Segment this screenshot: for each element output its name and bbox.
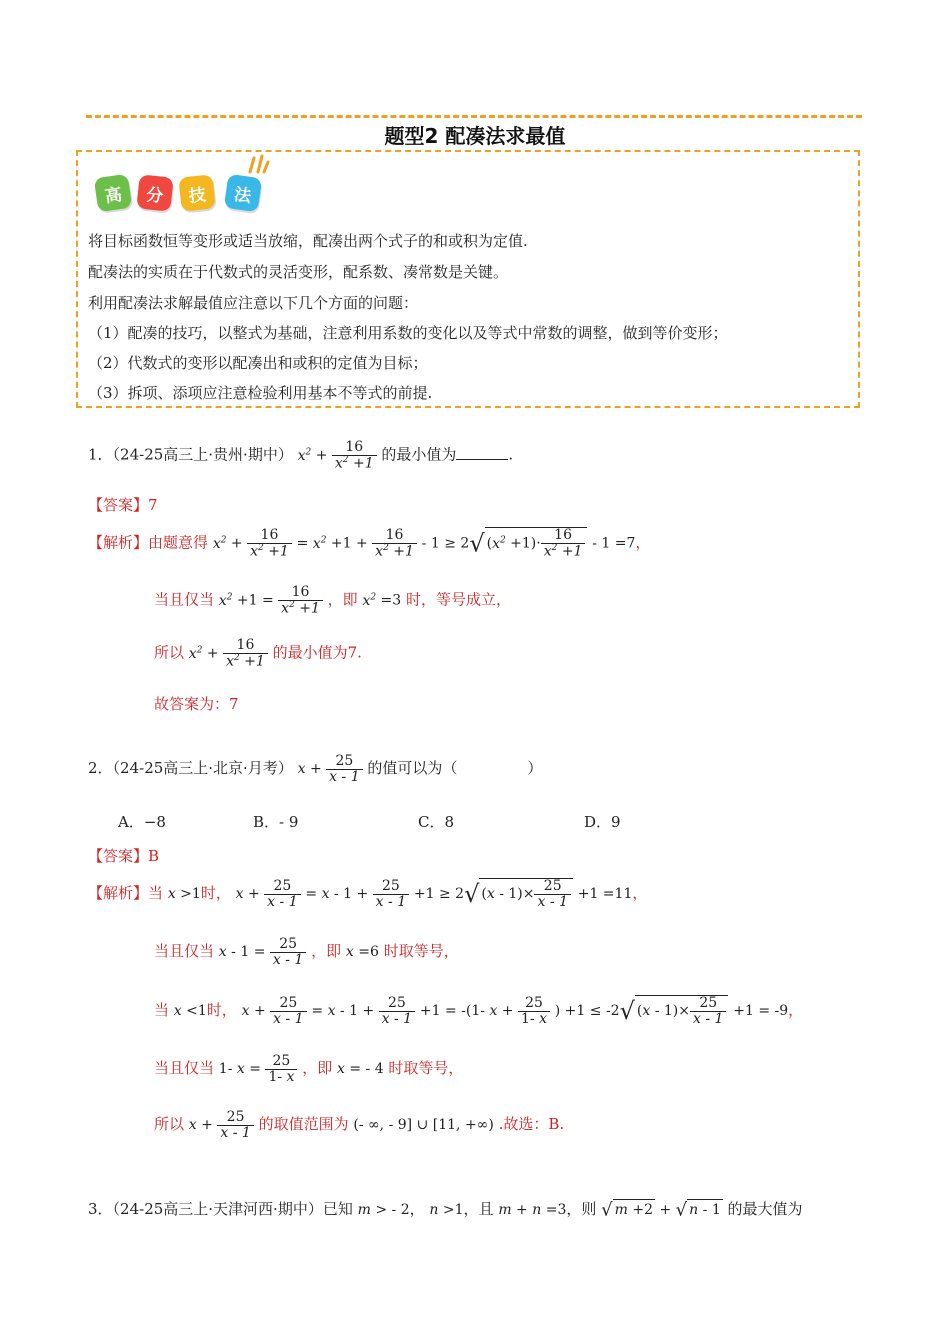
q2-analysis-line-2: 当且仅当 x - 1 = $\frac{25}{x - 1}$ ，即 x =6 时取等号， (154, 936, 459, 968)
q1-stem: 1．（24-25高三上·贵州·期中） $x^2$ + $\frac{16}{x^2 +1}$ 的最小值为 . (88, 439, 514, 472)
q2-stem: 2．（24-25高三上·北京·月考） x + $\frac{25}{x - 1}$ 的值可以为（ ） (88, 753, 543, 785)
tip-line-6: （3）拆项、添项应注意检验利用基本不等式的前提. (88, 384, 433, 402)
q2-option-c[interactable]: C．8 (418, 813, 455, 831)
answer-blank[interactable] (456, 445, 508, 460)
q2-analysis-line-4: 当且仅当 1- x = $\frac{25}{1- x}$ ，即 x = - 4 时取等号， (154, 1053, 464, 1085)
badge-gao: 高 (94, 174, 132, 212)
q2-analysis-line-5: 所以 x + $\frac{25}{x - 1}$ 的取值范围为 (- ∞, - 9] ∪ [11, +∞) .故选：B. (154, 1109, 565, 1141)
badge-fa: 法 (224, 174, 262, 212)
q1-analysis-line-1: 【解析】由题意得 $x^2$ + $\frac{16}{x^2 +1}$ = $x^2 +1$ + $\frac{16}{x^2 +1}$ - 1 ≥ 2√ $(x^2 +1)\cdot$ $\frac{16}{x^2 +1}$ - 1 =7， (88, 527, 651, 560)
q2-answer: 【答案】B (88, 847, 160, 865)
badge-fen: 分 (136, 174, 173, 211)
q1-analysis-line-3: 所以 $x^2$ + $\frac{16}{x^2 +1}$ 的最小值为7. (154, 637, 362, 670)
tip-line-3: 利用配凑法求解最值应注意以下几个方面的问题： (88, 294, 419, 312)
q1-answer: 【答案】7 (88, 496, 158, 514)
q2-option-b[interactable]: B．- 9 (253, 813, 299, 831)
tip-line-5: （2）代数式的变形以配凑出和或积的定值为目标； (88, 354, 428, 372)
q3-stem: 3．（24-25高三上·天津河西·期中）已知 m > - 2， n >1，且 m + n =3，则 √ m +2 + √ n - 1 的最大值为 (88, 1199, 803, 1221)
sparkle-icon (246, 154, 270, 176)
q2-analysis-line-1: 【解析】当 x >1时， x + $\frac{25}{x - 1}$ = x - 1 + $\frac{25}{x - 1}$ +1 ≥ 2√ (x - 1)× $\frac{25}{x - 1}$ +1 =11， (88, 878, 648, 910)
section-top-divider (86, 115, 862, 118)
tip-line-1: 将目标函数恒等变形或适当放缩，配凑出两个式子的和或积为定值. (88, 232, 528, 250)
tip-line-2: 配凑法的实质在于代数式的灵活变形，配系数、凑常数是关键。 (88, 263, 509, 281)
q1-analysis-line-4: 故答案为：7 (154, 695, 239, 713)
section-title: 题型2 配凑法求最值 (384, 124, 566, 148)
q2-option-d[interactable]: D．9 (584, 813, 621, 831)
q2-option-a[interactable]: A．−8 (118, 813, 166, 831)
q2-analysis-line-3: 当 x <1时， x + $\frac{25}{x - 1}$ = x - 1 + $\frac{25}{x - 1}$ +1 = -(1- x + $\frac{25}{1- x}$ ) +1 ≤ -2√ (x - 1)× $\frac{25}{x - 1}$ +1 = -9， (154, 995, 804, 1027)
tip-line-4: （1）配凑的技巧，以整式为基础，注意利用系数的变化以及等式中常数的调整，做到等价变形； (88, 324, 728, 342)
badge-ji: 技 (178, 174, 215, 211)
q1-analysis-line-2: 当且仅当 $x^2 +1$ = $\frac{16}{x^2 +1}$ ，即 $x^2 =3$ 时，等号成立， (154, 584, 511, 617)
